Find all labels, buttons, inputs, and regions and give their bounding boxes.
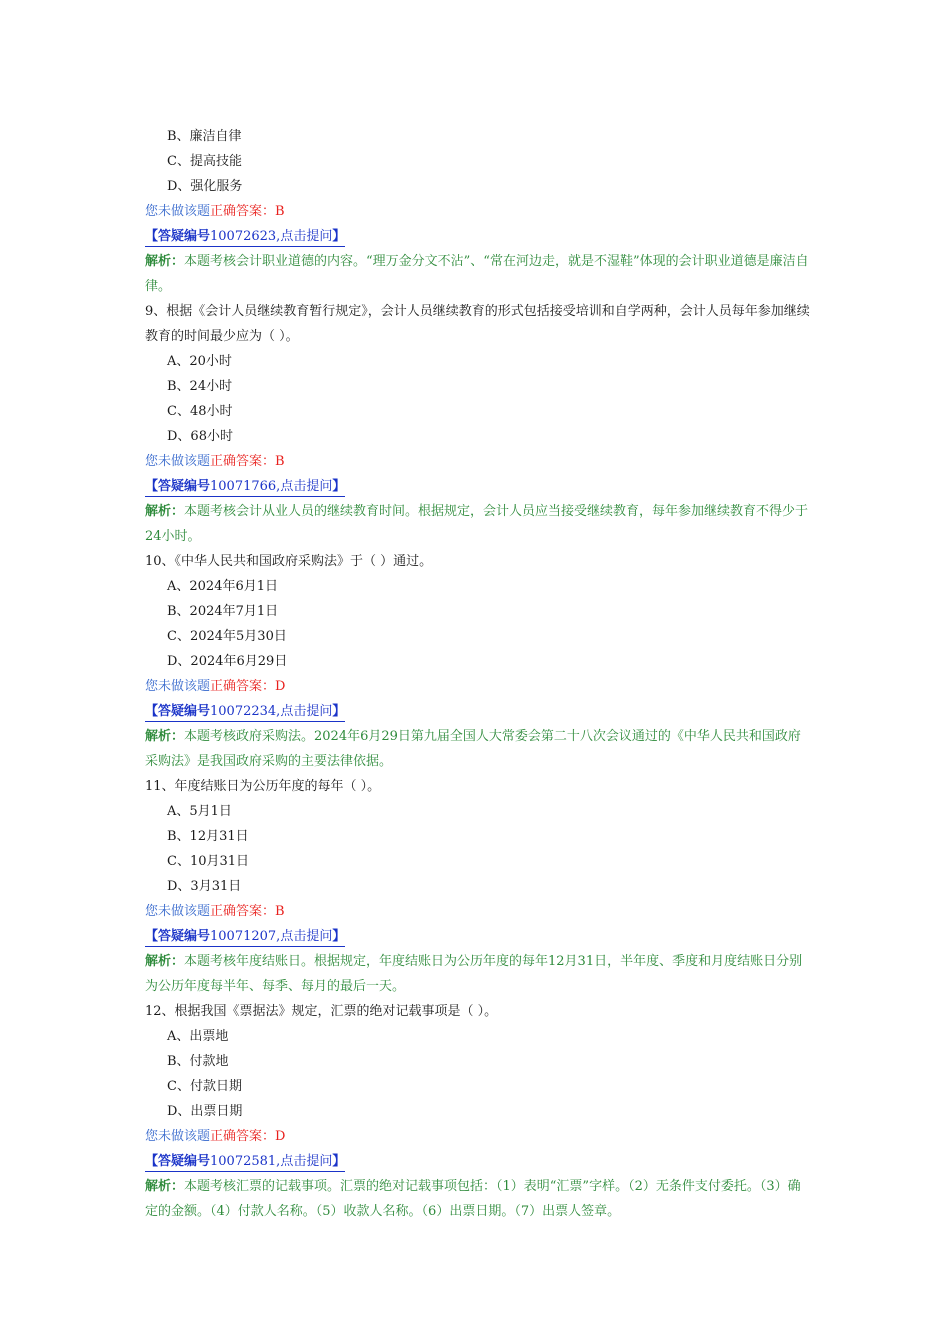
question-text: 9、根据《会计人员继续教育暂行规定》，会计人员继续教育的形式包括接受培训和自学两种，会计人员每年参加继续教育的时间最少应为（ ）。	[145, 304, 810, 344]
analysis	[145, 949, 810, 999]
correct-answer: 正确答案：B	[210, 204, 285, 219]
attempt-status: 您未做该题	[145, 679, 211, 694]
option-b: B、2024年7月1日	[167, 604, 279, 619]
option-d: D、出票日期	[167, 1104, 243, 1119]
option-a: A、出票地	[167, 1029, 229, 1044]
option-d: D、68小时	[167, 429, 233, 444]
attempt-status: 您未做该题	[145, 1129, 211, 1144]
attempt-status: 您未做该题	[145, 454, 211, 469]
analysis-label: 解析：	[145, 254, 185, 269]
option-b: B、付款地	[167, 1054, 229, 1069]
analysis	[145, 499, 810, 549]
question-block-9	[145, 299, 810, 549]
option-c: C、10月31日	[167, 854, 250, 869]
answer-line	[145, 1124, 810, 1149]
answer-line	[145, 449, 810, 474]
analysis-text: 本题考核政府采购法。2024年6月29日第九届全国人大常委会第二十八次会议通过的《中华人民共和国政府采购法》是我国政府采购的主要法律依据。	[145, 729, 801, 769]
analysis-label: 解析：	[145, 504, 185, 519]
question-block-10	[145, 549, 810, 774]
ask-question-link[interactable]: 【答疑编号10072234,点击提问】	[145, 700, 345, 722]
option-b: B、廉洁自律	[167, 129, 242, 144]
option-a: A、20小时	[167, 354, 232, 369]
option-d: D、强化服务	[167, 179, 243, 194]
option-d: D、2024年6月29日	[167, 654, 288, 669]
question-text: 11、年度结账日为公历年度的每年（ ）。	[145, 779, 381, 794]
ask-question-link[interactable]: 【答疑编号10072623,点击提问】	[145, 225, 345, 247]
question-text: 12、根据我国《票据法》规定，汇票的绝对记载事项是（ ）。	[145, 1004, 498, 1019]
option-c: C、48小时	[167, 404, 233, 419]
correct-answer: 正确答案：B	[210, 904, 285, 919]
correct-answer: 正确答案：D	[210, 1129, 286, 1144]
answer-line	[145, 674, 810, 699]
question-block-12	[145, 999, 810, 1224]
option-c: C、2024年5月30日	[167, 629, 287, 644]
option-c: C、付款日期	[167, 1079, 242, 1094]
answer-line	[145, 199, 810, 224]
analysis-text: 本题考核汇票的记载事项。汇票的绝对记载事项包括：（1）表明“汇票”字样。（2）无条件支付委托。（3）确定的金额。（4）付款人名称。（5）收款人名称。（6）出票日期。（7）出票人签章。	[145, 1179, 801, 1219]
analysis	[145, 724, 810, 774]
analysis-label: 解析：	[145, 954, 185, 969]
analysis-text: 本题考核年度结账日。根据规定，年度结账日为公历年度的每年12月31日，半年度、季度和月度结账日分别为公历年度每半年、每季、每月的最后一天。	[145, 954, 803, 994]
question-block-8	[145, 124, 810, 299]
attempt-status: 您未做该题	[145, 904, 211, 919]
option-c: C、提高技能	[167, 154, 242, 169]
analysis-label: 解析：	[145, 1179, 185, 1194]
question-list	[145, 124, 810, 1224]
analysis	[145, 1174, 810, 1224]
analysis	[145, 249, 810, 299]
question-text: 10、《中华人民共和国政府采购法》于（ ）通过。	[145, 554, 433, 569]
ask-question-link[interactable]: 【答疑编号10072581,点击提问】	[145, 1150, 345, 1172]
correct-answer: 正确答案：D	[210, 679, 286, 694]
option-a: A、2024年6月1日	[167, 579, 279, 594]
analysis-text: 本题考核会计从业人员的继续教育时间。根据规定，会计人员应当接受继续教育，每年参加继续教育不得少于24小时。	[145, 504, 809, 544]
correct-answer: 正确答案：B	[210, 454, 285, 469]
option-a: A、5月1日	[167, 804, 232, 819]
ask-question-link[interactable]: 【答疑编号10071207,点击提问】	[145, 925, 345, 947]
analysis-text: 本题考核会计职业道德的内容。“理万金分文不沾”、“常在河边走，就是不湿鞋”体现的会计职业道德是廉洁自律。	[145, 254, 809, 294]
option-b: B、24小时	[167, 379, 233, 394]
question-block-11	[145, 774, 810, 999]
option-b: B、12月31日	[167, 829, 249, 844]
attempt-status: 您未做该题	[145, 204, 211, 219]
ask-question-link[interactable]: 【答疑编号10071766,点击提问】	[145, 475, 345, 497]
option-d: D、3月31日	[167, 879, 242, 894]
analysis-label: 解析：	[145, 729, 185, 744]
answer-line	[145, 899, 810, 924]
